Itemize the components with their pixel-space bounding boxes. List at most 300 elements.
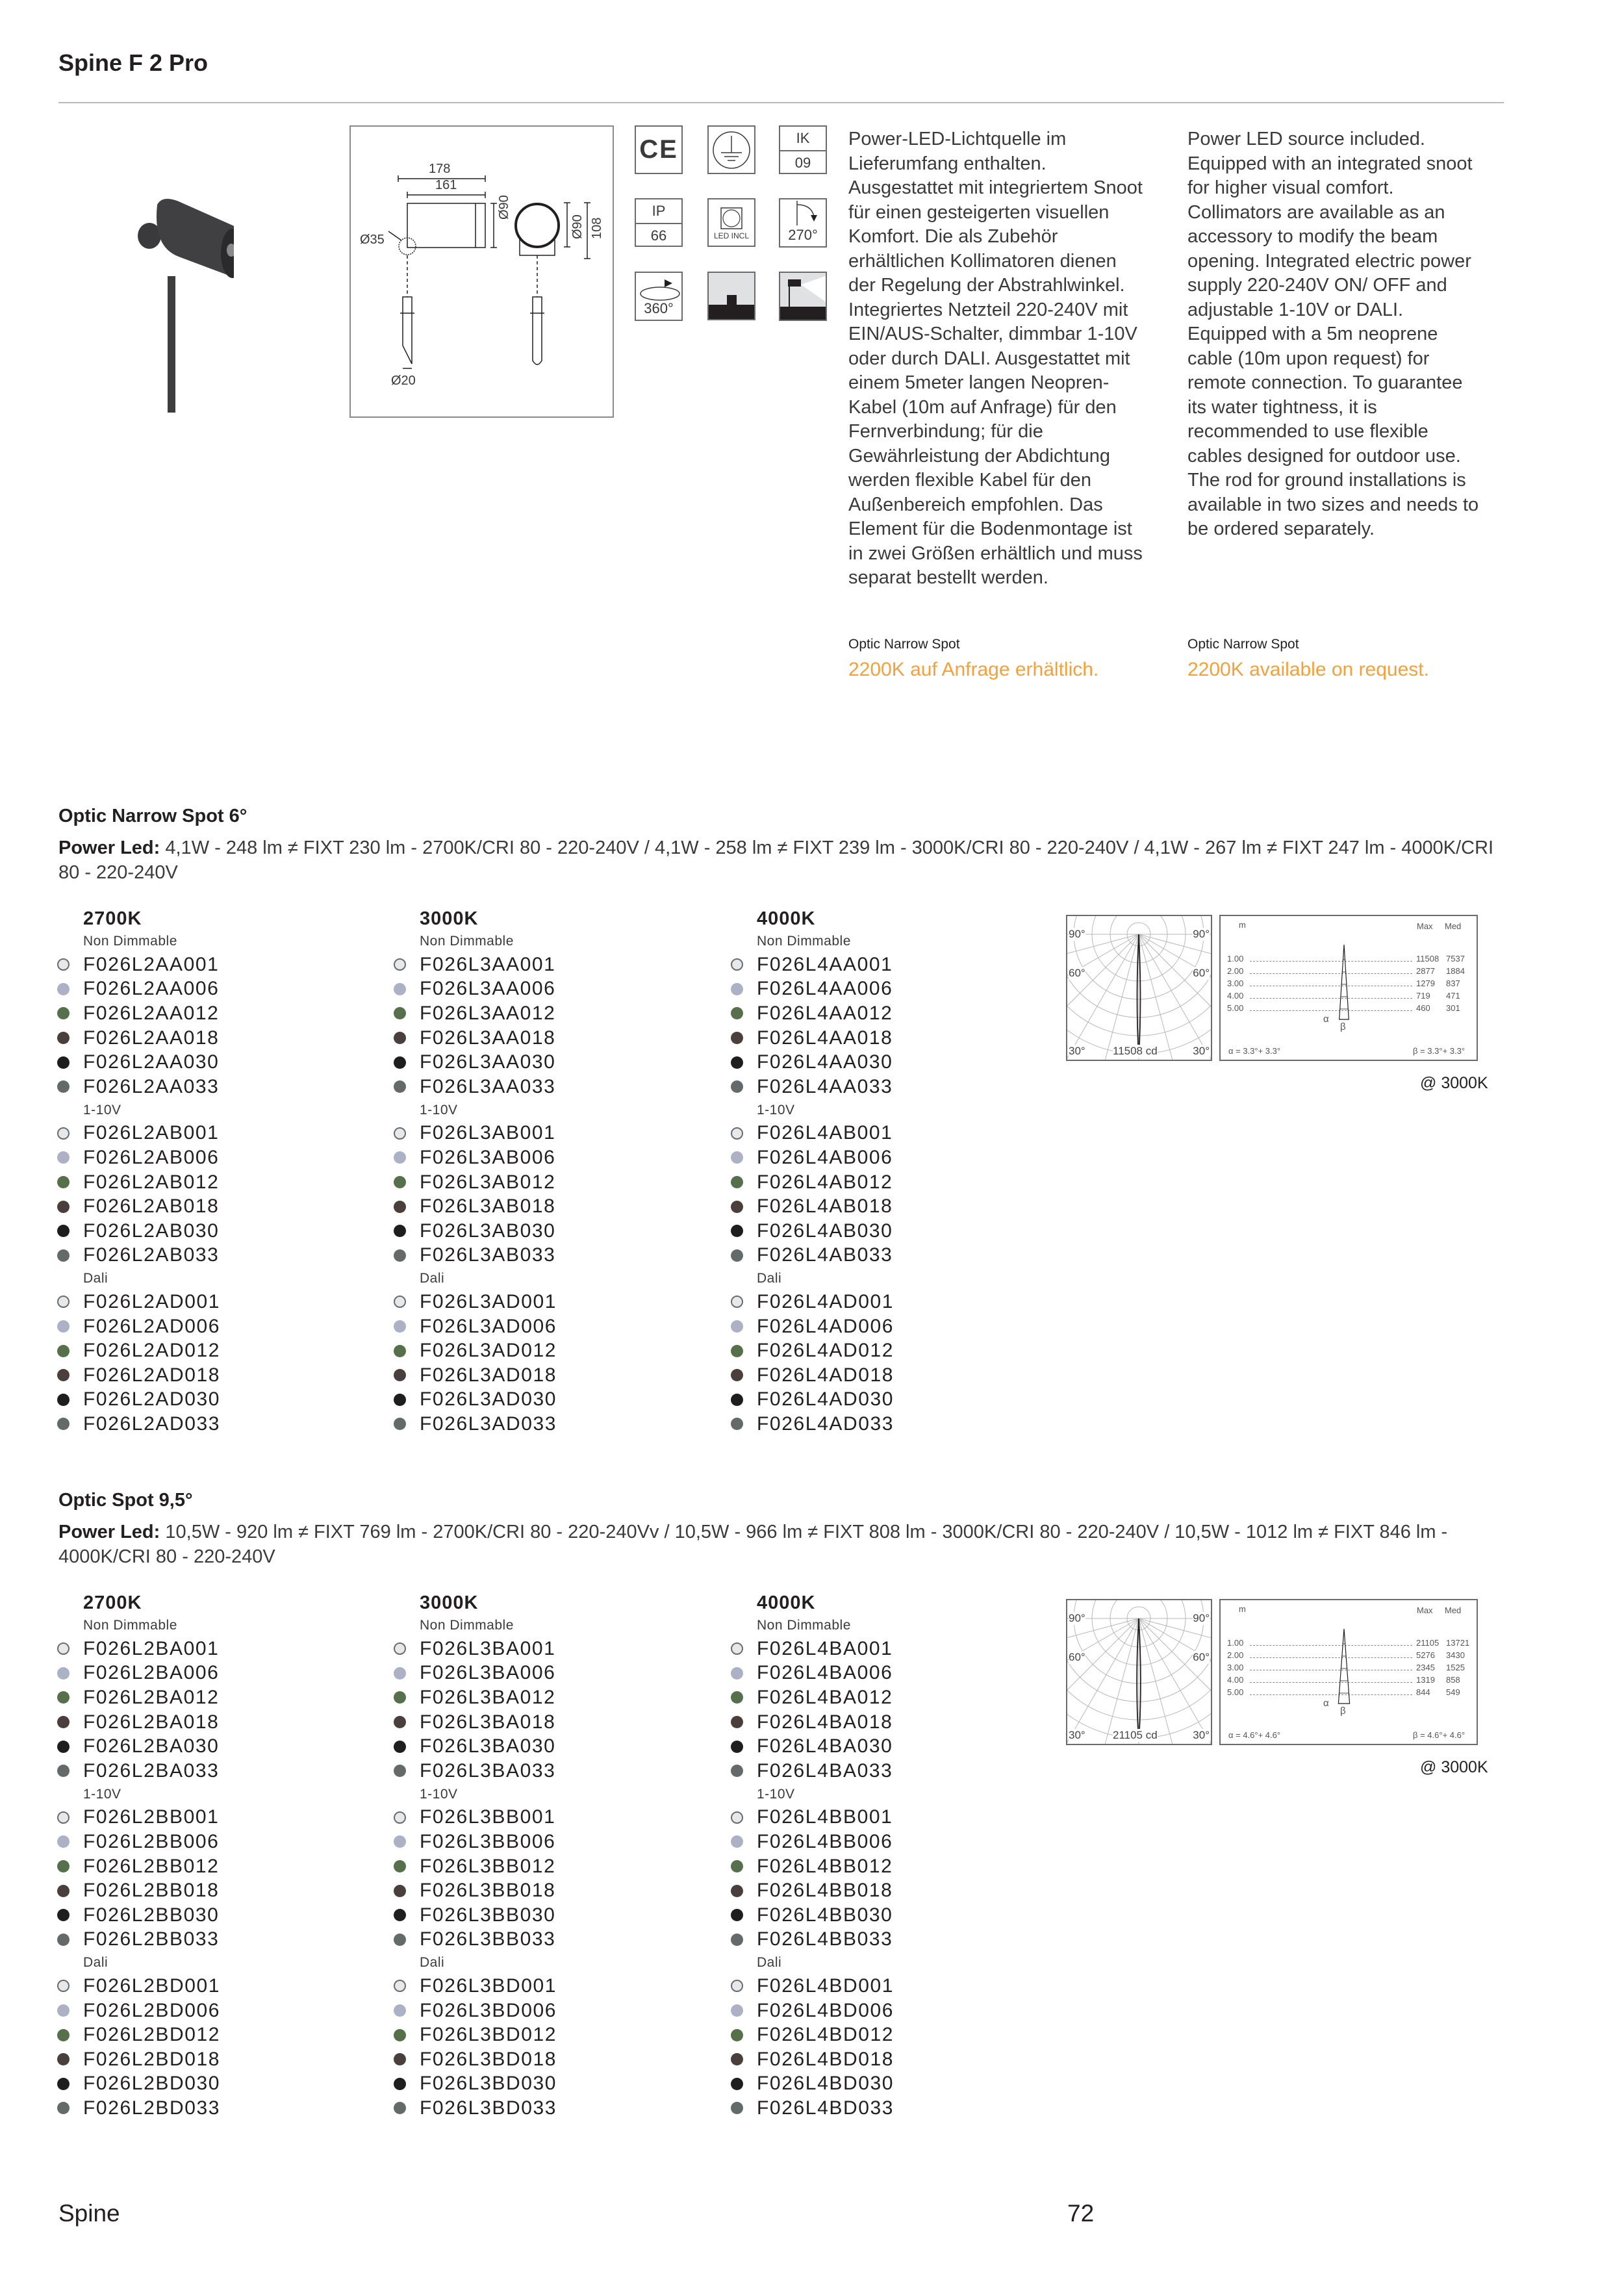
product-code-row bbox=[731, 2023, 1043, 2047]
finish-swatch-icon bbox=[394, 1032, 406, 1044]
product-code-row bbox=[394, 1050, 705, 1075]
code-column-3000k bbox=[394, 908, 705, 1437]
product-code: F026L2AA012 bbox=[83, 1002, 220, 1024]
product-code-row bbox=[57, 2072, 369, 2097]
product-code: F026L3AA030 bbox=[420, 1051, 556, 1073]
dimming-type-label: Dali bbox=[420, 1271, 445, 1286]
product-code: F026L2AB001 bbox=[83, 1122, 220, 1144]
product-photo bbox=[117, 166, 234, 413]
product-code: F026L2AA001 bbox=[83, 953, 220, 975]
finish-swatch-icon bbox=[394, 1007, 406, 1019]
product-code: F026L4BD001 bbox=[757, 1974, 894, 1997]
code-column-2700k bbox=[57, 1592, 369, 2121]
finish-swatch-icon bbox=[57, 1296, 70, 1308]
alpha-angle: α = 4.6°+ 4.6° bbox=[1228, 1730, 1281, 1740]
finish-swatch-icon bbox=[731, 1418, 743, 1430]
finish-swatch-icon bbox=[57, 1127, 70, 1140]
alpha-symbol: α bbox=[1323, 1698, 1329, 1709]
product-code: F026L4AB001 bbox=[757, 1122, 893, 1144]
med-illuminance: 471 bbox=[1446, 991, 1460, 1001]
finish-swatch-icon bbox=[57, 1642, 70, 1655]
product-code-row bbox=[57, 1026, 369, 1051]
finish-swatch-icon bbox=[731, 1980, 743, 1992]
beta-symbol: β bbox=[1340, 1021, 1346, 1032]
product-code-row bbox=[394, 1290, 705, 1314]
product-code: F026L3AA006 bbox=[420, 978, 556, 1000]
finish-swatch-icon bbox=[57, 1249, 70, 1262]
product-code: F026L2AB030 bbox=[83, 1220, 220, 1242]
product-code: F026L2BA033 bbox=[83, 1759, 220, 1782]
polar-diagram bbox=[1066, 915, 1212, 1061]
power-led-spot: Power Led: 10,5W - 920 lm ≠ FIXT 769 lm - 2700K/CRI 80 - 220-240Vv / 10,5W - 966 lm ≠ FIXT 808 lm - 3000K/CRI 80 - 220-240V / 10,5W - 1012 lm ≠ FIXT 846 lm - 4000K/CRI 80 - 220-240V bbox=[58, 1522, 1448, 1567]
product-code-row bbox=[57, 1878, 369, 1903]
dimming-type-label: 1-10V bbox=[83, 1102, 121, 1118]
max-illuminance: 21105 bbox=[1416, 1638, 1440, 1648]
dimming-type-label: Dali bbox=[757, 1955, 782, 1971]
product-code-row bbox=[57, 1314, 369, 1339]
product-code: F026L4AA018 bbox=[757, 1027, 893, 1049]
product-code: F026L3BD001 bbox=[420, 1974, 557, 1997]
polar-spoke bbox=[1067, 1618, 1139, 1716]
max-illuminance: 2877 bbox=[1416, 966, 1435, 976]
page-title: Spine F 2 Pro bbox=[58, 49, 209, 76]
product-code: F026L4AA030 bbox=[757, 1051, 893, 1073]
product-code-row bbox=[394, 1928, 705, 1952]
product-code-row bbox=[731, 1338, 1043, 1363]
finish-swatch-icon bbox=[731, 1741, 743, 1753]
product-code-row bbox=[57, 1145, 369, 1170]
product-code-row bbox=[394, 1734, 705, 1759]
product-code: F026L4BA001 bbox=[757, 1637, 893, 1659]
led-included-icon: LED INCL bbox=[707, 198, 755, 247]
finish-swatch-icon bbox=[394, 1151, 406, 1164]
polar-spoke bbox=[1067, 1618, 1139, 1744]
product-code: F026L3BA012 bbox=[420, 1686, 556, 1708]
product-code-row bbox=[394, 1145, 705, 1170]
product-code: F026L2BD001 bbox=[83, 1974, 221, 1997]
finish-swatch-icon bbox=[394, 1667, 406, 1680]
max-illuminance: 5276 bbox=[1416, 1650, 1435, 1660]
product-code: F026L4BB018 bbox=[757, 1880, 893, 1902]
illuminance-table bbox=[1219, 1599, 1478, 1745]
product-code: F026L4BA033 bbox=[757, 1759, 893, 1782]
product-code: F026L3AD018 bbox=[420, 1364, 557, 1386]
finish-swatch-icon bbox=[394, 1691, 406, 1704]
product-code-row bbox=[57, 1974, 369, 1999]
product-code: F026L2BA030 bbox=[83, 1735, 220, 1757]
product-code-row bbox=[394, 2047, 705, 2072]
product-code: F026L3BA030 bbox=[420, 1735, 556, 1757]
product-code-row bbox=[57, 1999, 369, 2023]
finish-swatch-icon bbox=[394, 1642, 406, 1655]
med-header: Med bbox=[1445, 921, 1462, 931]
product-code: F026L3BA001 bbox=[420, 1637, 556, 1659]
product-code: F026L2BD018 bbox=[83, 2048, 221, 2070]
distance-value: 5.00 bbox=[1227, 1003, 1244, 1013]
product-code-row bbox=[57, 1363, 369, 1388]
product-code: F026L2AD018 bbox=[83, 1364, 221, 1386]
product-code-row bbox=[394, 1363, 705, 1388]
spot-beam-icon bbox=[779, 272, 827, 321]
finish-swatch-icon bbox=[57, 1811, 70, 1824]
product-code: F026L2BB012 bbox=[83, 1855, 220, 1877]
finish-swatch-icon bbox=[57, 1007, 70, 1019]
distance-unit-label: m bbox=[1239, 1604, 1246, 1614]
polar-label-60-right: 60° bbox=[1193, 967, 1210, 979]
product-code: F026L3AA033 bbox=[420, 1075, 556, 1097]
finish-swatch-icon bbox=[394, 1176, 406, 1188]
product-code-row bbox=[57, 1759, 369, 1783]
product-code-row bbox=[57, 1903, 369, 1928]
product-code: F026L2AB012 bbox=[83, 1171, 220, 1193]
product-code-row bbox=[731, 2096, 1043, 2121]
finish-swatch-icon bbox=[394, 1716, 406, 1728]
med-illuminance: 1525 bbox=[1446, 1663, 1465, 1672]
product-code: F026L3BB033 bbox=[420, 1928, 556, 1950]
product-code-row bbox=[394, 1244, 705, 1268]
product-code: F026L4BD033 bbox=[757, 2097, 894, 2119]
polar-label-30-right: 30° bbox=[1193, 1045, 1210, 1057]
finish-swatch-icon bbox=[731, 1667, 743, 1680]
finish-swatch-icon bbox=[57, 1909, 70, 1921]
product-code-row bbox=[57, 1928, 369, 1952]
product-code: F026L3AB001 bbox=[420, 1122, 556, 1144]
finish-swatch-icon bbox=[731, 1080, 743, 1093]
finish-swatch-icon bbox=[394, 1741, 406, 1753]
note-en: 2200K available on request. bbox=[1187, 659, 1429, 680]
dim-joint: Ø35 bbox=[360, 233, 385, 247]
dimming-type-label: 1-10V bbox=[83, 1786, 121, 1802]
polar-label-90-right: 90° bbox=[1193, 1612, 1210, 1624]
polar-spoke bbox=[1139, 934, 1211, 1060]
product-code-row bbox=[731, 1121, 1043, 1146]
product-code: F026L4BA018 bbox=[757, 1711, 893, 1733]
dimming-type-label: Non Dimmable bbox=[83, 1618, 177, 1633]
product-code-row bbox=[57, 2023, 369, 2047]
finish-swatch-icon bbox=[731, 1032, 743, 1044]
finish-swatch-icon bbox=[394, 1296, 406, 1308]
product-code-row bbox=[394, 1026, 705, 1051]
product-code: F026L4AB030 bbox=[757, 1220, 893, 1242]
finish-swatch-icon bbox=[731, 1835, 743, 1848]
product-code: F026L3AB018 bbox=[420, 1195, 556, 1218]
product-code: F026L3BA006 bbox=[420, 1662, 556, 1684]
product-code-row bbox=[394, 1194, 705, 1219]
distance-value: 3.00 bbox=[1227, 1663, 1244, 1672]
finish-swatch-icon bbox=[731, 1007, 743, 1019]
product-code: F026L2BB006 bbox=[83, 1830, 220, 1852]
max-illuminance: 719 bbox=[1416, 991, 1430, 1001]
product-code: F026L4AB012 bbox=[757, 1171, 893, 1193]
finish-swatch-icon bbox=[394, 1835, 406, 1848]
finish-swatch-icon bbox=[731, 1691, 743, 1704]
max-illuminance: 2345 bbox=[1416, 1663, 1435, 1672]
finish-swatch-icon bbox=[57, 958, 70, 971]
product-code-row bbox=[57, 1001, 369, 1026]
finish-swatch-icon bbox=[731, 2053, 743, 2065]
product-code: F026L3AB030 bbox=[420, 1220, 556, 1242]
product-code-row bbox=[57, 1219, 369, 1244]
product-code-row bbox=[731, 952, 1043, 977]
finish-swatch-icon bbox=[731, 1201, 743, 1213]
finish-swatch-icon bbox=[394, 958, 406, 971]
product-code: F026L3AD006 bbox=[420, 1315, 557, 1337]
code-column-4000k bbox=[731, 1592, 1043, 2121]
finish-swatch-icon bbox=[57, 1835, 70, 1848]
finish-swatch-icon bbox=[57, 1418, 70, 1430]
product-code-row bbox=[394, 952, 705, 977]
finish-swatch-icon bbox=[731, 1765, 743, 1777]
alpha-angle: α = 3.3°+ 3.3° bbox=[1228, 1046, 1281, 1056]
distance-value: 1.00 bbox=[1227, 954, 1244, 964]
dimming-type-label: Dali bbox=[420, 1955, 445, 1971]
product-code: F026L2AA030 bbox=[83, 1051, 220, 1073]
product-code-row bbox=[731, 1194, 1043, 1219]
product-code-row bbox=[57, 1075, 369, 1099]
rotation-360-icon: 360° bbox=[635, 272, 683, 321]
note-label-en: Optic Narrow Spot bbox=[1187, 637, 1299, 652]
product-code: F026L2BB001 bbox=[83, 1806, 220, 1828]
product-code-row bbox=[394, 1974, 705, 1999]
note-label-de: Optic Narrow Spot bbox=[848, 637, 960, 652]
finish-swatch-icon bbox=[394, 1934, 406, 1946]
product-code: F026L4AD006 bbox=[757, 1315, 894, 1337]
alpha-symbol: α bbox=[1323, 1014, 1329, 1025]
dim-diameter-front: Ø90 bbox=[570, 214, 585, 239]
polar-label-30-right: 30° bbox=[1193, 1729, 1210, 1741]
note-de: 2200K auf Anfrage erhältlich. bbox=[848, 659, 1099, 680]
product-code-row bbox=[731, 1170, 1043, 1195]
finish-swatch-icon bbox=[57, 2078, 70, 2090]
finish-swatch-icon bbox=[731, 1860, 743, 1872]
product-code-row bbox=[394, 1661, 705, 1686]
product-code: F026L4BB012 bbox=[757, 1855, 893, 1877]
product-code: F026L3BD012 bbox=[420, 2024, 557, 2046]
finish-swatch-icon bbox=[57, 1032, 70, 1044]
finish-swatch-icon bbox=[731, 1320, 743, 1333]
polar-spoke bbox=[1139, 1618, 1211, 1744]
finish-swatch-icon bbox=[731, 1225, 743, 1237]
product-code-row bbox=[394, 1878, 705, 1903]
product-code-row bbox=[394, 2072, 705, 2097]
code-column-2700k bbox=[57, 908, 369, 1437]
product-code: F026L3AD012 bbox=[420, 1340, 557, 1362]
product-code-row bbox=[57, 952, 369, 977]
distance-value: 2.00 bbox=[1227, 1650, 1244, 1660]
product-code-row bbox=[731, 1759, 1043, 1783]
finish-swatch-icon bbox=[57, 1176, 70, 1188]
polar-label-30-left: 30° bbox=[1069, 1045, 1085, 1057]
beta-symbol: β bbox=[1340, 1706, 1346, 1717]
product-code-row bbox=[394, 1121, 705, 1146]
product-code: F026L2BA001 bbox=[83, 1637, 220, 1659]
finish-swatch-icon bbox=[731, 1345, 743, 1357]
product-code: F026L2BA018 bbox=[83, 1711, 220, 1733]
finish-swatch-icon bbox=[57, 2029, 70, 2041]
product-code-row bbox=[731, 1999, 1043, 2023]
product-code: F026L2AD033 bbox=[83, 1412, 221, 1435]
color-temperature-heading: 4000K bbox=[757, 908, 816, 929]
finish-swatch-icon bbox=[731, 1394, 743, 1406]
product-code: F026L3BB012 bbox=[420, 1855, 556, 1877]
finish-swatch-icon bbox=[394, 1980, 406, 1992]
product-code-row bbox=[394, 1314, 705, 1339]
ip-rating-icon: IP 66 bbox=[635, 198, 683, 247]
distance-value: 2.00 bbox=[1227, 966, 1244, 976]
dimming-type-label: 1-10V bbox=[757, 1102, 795, 1118]
product-code: F026L4BA012 bbox=[757, 1686, 893, 1708]
product-code-row bbox=[394, 1830, 705, 1854]
polar-spoke bbox=[1067, 934, 1139, 1060]
product-code-row bbox=[731, 1075, 1043, 1099]
finish-swatch-icon bbox=[394, 1860, 406, 1872]
finish-swatch-icon bbox=[731, 958, 743, 971]
product-code-row bbox=[394, 1854, 705, 1879]
product-code: F026L3AB012 bbox=[420, 1171, 556, 1193]
product-code-row bbox=[731, 1290, 1043, 1314]
med-illuminance: 549 bbox=[1446, 1687, 1460, 1697]
finish-swatch-icon bbox=[394, 1765, 406, 1777]
max-illuminance: 844 bbox=[1416, 1687, 1430, 1697]
product-code-row bbox=[731, 2072, 1043, 2097]
finish-swatch-icon bbox=[731, 1056, 743, 1069]
finish-swatch-icon bbox=[57, 1056, 70, 1069]
product-code-row bbox=[57, 1854, 369, 1879]
product-code-row bbox=[731, 1878, 1043, 1903]
product-code: F026L4BD018 bbox=[757, 2048, 894, 2070]
product-code-row bbox=[57, 2047, 369, 2072]
polar-label-90-left: 90° bbox=[1069, 928, 1085, 940]
product-code: F026L4BA030 bbox=[757, 1735, 893, 1757]
product-code-row bbox=[394, 1759, 705, 1783]
power-led-narrow-spot: Power Led: 4,1W - 248 lm ≠ FIXT 230 lm - 2700K/CRI 80 - 220-240V / 4,1W - 258 lm ≠ FIXT 239 lm - 3000K/CRI 80 - 220-240V / 4,1W - 267 lm ≠ FIXT 247 lm - 4000K/CRI 80 - 220-240V bbox=[58, 837, 1494, 883]
finish-swatch-icon bbox=[731, 2078, 743, 2090]
product-code: F026L3BD033 bbox=[420, 2097, 557, 2119]
polar-spoke bbox=[1139, 1618, 1211, 1716]
product-code: F026L3BB006 bbox=[420, 1830, 556, 1852]
dimming-type-label: Dali bbox=[83, 1955, 108, 1971]
product-code: F026L2BA006 bbox=[83, 1662, 220, 1684]
finish-swatch-icon bbox=[394, 1080, 406, 1093]
product-code: F026L2BB033 bbox=[83, 1928, 220, 1950]
dimming-type-label: Non Dimmable bbox=[420, 1618, 514, 1633]
product-code: F026L3BD006 bbox=[420, 1999, 557, 2021]
product-code-row bbox=[394, 1388, 705, 1412]
finish-swatch-icon bbox=[394, 2078, 406, 2090]
ik-rating-icon: IK 09 bbox=[779, 125, 827, 174]
product-code: F026L4BD012 bbox=[757, 2024, 894, 2046]
product-code-row bbox=[731, 1244, 1043, 1268]
max-illuminance: 1319 bbox=[1416, 1675, 1435, 1685]
product-code-row bbox=[394, 1338, 705, 1363]
finish-swatch-icon bbox=[57, 1934, 70, 1946]
product-code: F026L2BD030 bbox=[83, 2073, 221, 2095]
finish-swatch-icon bbox=[57, 1741, 70, 1753]
photo-rod bbox=[168, 276, 175, 413]
product-code: F026L2BB018 bbox=[83, 1880, 220, 1902]
product-code: F026L2AA006 bbox=[83, 978, 220, 1000]
finish-swatch-icon bbox=[57, 1225, 70, 1237]
finish-swatch-icon bbox=[731, 1642, 743, 1655]
dim-rod: Ø20 bbox=[391, 374, 416, 388]
finish-swatch-icon bbox=[731, 1885, 743, 1897]
finish-swatch-icon bbox=[394, 2029, 406, 2041]
product-code-row bbox=[57, 1194, 369, 1219]
product-code: F026L4AA006 bbox=[757, 978, 893, 1000]
product-code: F026L4AD018 bbox=[757, 1364, 894, 1386]
finish-swatch-icon bbox=[731, 2102, 743, 2114]
product-code-row bbox=[731, 1903, 1043, 1928]
product-code: F026L4AD033 bbox=[757, 1412, 894, 1435]
polar-spoke bbox=[1139, 934, 1211, 1032]
med-illuminance: 7537 bbox=[1446, 954, 1465, 964]
product-code: F026L3BB030 bbox=[420, 1904, 556, 1926]
finish-swatch-icon bbox=[57, 1345, 70, 1357]
finish-swatch-icon bbox=[394, 1909, 406, 1921]
finish-swatch-icon bbox=[394, 2004, 406, 2017]
product-code: F026L3BB001 bbox=[420, 1806, 556, 1828]
product-code: F026L4AD030 bbox=[757, 1388, 894, 1411]
photometry-cct-note: @ 3000K bbox=[1420, 1074, 1488, 1092]
polar-grid bbox=[1067, 916, 1211, 1060]
finish-swatch-icon bbox=[731, 2029, 743, 2041]
dimming-type-label: Dali bbox=[757, 1271, 782, 1286]
product-code: F026L3AB006 bbox=[420, 1146, 556, 1168]
product-code-row bbox=[731, 1314, 1043, 1339]
product-code-row bbox=[57, 1244, 369, 1268]
product-code-row bbox=[57, 1338, 369, 1363]
color-temperature-heading: 2700K bbox=[83, 1592, 142, 1613]
color-temperature-heading: 4000K bbox=[757, 1592, 816, 1613]
product-code: F026L2AB033 bbox=[83, 1244, 220, 1266]
max-illuminance: 11508 bbox=[1416, 954, 1440, 964]
product-code-row bbox=[394, 2023, 705, 2047]
beta-angle: β = 4.6°+ 4.6° bbox=[1413, 1730, 1465, 1740]
product-code: F026L3AA012 bbox=[420, 1002, 556, 1024]
product-code: F026L2BB030 bbox=[83, 1904, 220, 1926]
product-code-row bbox=[731, 1830, 1043, 1854]
finish-swatch-icon bbox=[394, 1345, 406, 1357]
polar-label-60-left: 60° bbox=[1069, 1651, 1085, 1663]
product-code: F026L4AA001 bbox=[757, 953, 893, 975]
med-illuminance: 13721 bbox=[1446, 1638, 1470, 1648]
tilt-270-icon: 270° bbox=[779, 198, 827, 248]
finish-swatch-icon bbox=[394, 2102, 406, 2114]
dimming-type-label: 1-10V bbox=[420, 1786, 458, 1802]
product-code: F026L2BD012 bbox=[83, 2024, 221, 2046]
finish-swatch-icon bbox=[57, 1765, 70, 1777]
finish-swatch-icon bbox=[394, 983, 406, 995]
dim-length-total: 178 bbox=[429, 162, 451, 176]
product-code: F026L3BA018 bbox=[420, 1711, 556, 1733]
finish-swatch-icon bbox=[731, 1176, 743, 1188]
product-code: F026L4BB033 bbox=[757, 1928, 893, 1950]
med-header: Med bbox=[1445, 1605, 1462, 1615]
dim-length-body: 161 bbox=[435, 178, 457, 192]
dimming-type-label: 1-10V bbox=[420, 1102, 458, 1118]
product-code: F026L4AD001 bbox=[757, 1290, 894, 1312]
product-code-row bbox=[57, 1290, 369, 1314]
product-code: F026L2AA018 bbox=[83, 1027, 220, 1049]
footer-collection: Spine bbox=[58, 2200, 120, 2227]
product-code: F026L4BB030 bbox=[757, 1904, 893, 1926]
product-code-row bbox=[731, 1001, 1043, 1026]
product-code-row bbox=[731, 1685, 1043, 1710]
product-code-row bbox=[394, 2096, 705, 2121]
product-code: F026L4BB001 bbox=[757, 1806, 893, 1828]
product-code: F026L2AD001 bbox=[83, 1290, 221, 1312]
finish-swatch-icon bbox=[57, 1320, 70, 1333]
